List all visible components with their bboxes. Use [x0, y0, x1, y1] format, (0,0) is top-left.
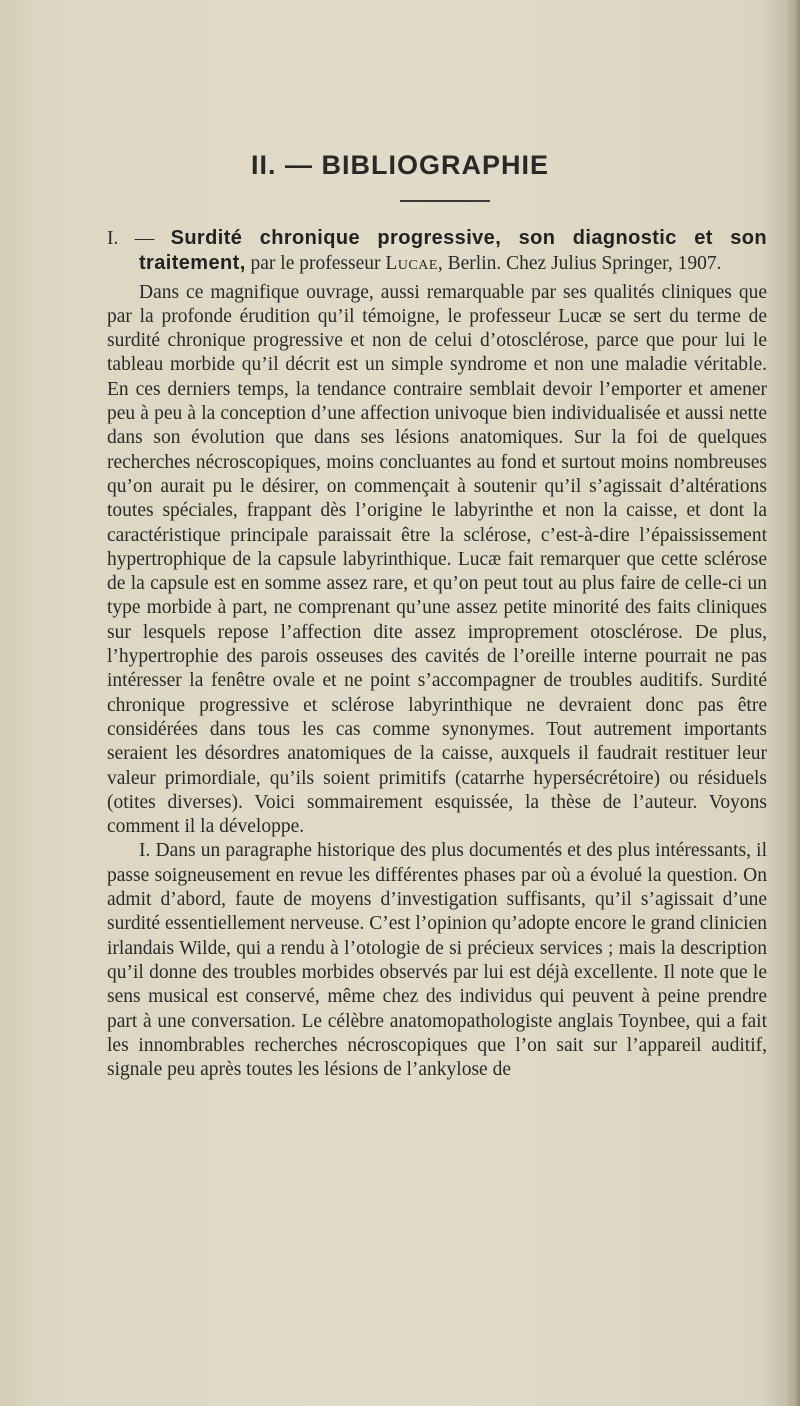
paragraph-history: I. Dans un paragraphe historique des plus documentés et des plus intéressants, il passe soigneusement en revue les différentes phases par où a évolué la question. On admit d’abord, faute de moyens d’investigation suffisants, qu’il s’agissait d’une surdité essentiellement nerveuse. C’est l’opinion qu’adopte encore le grand clinicien irlandais Wilde, qui a rendu à l’otologie de si précieux services ; mais la description qu’il donne des troubles morbides observés par lui est déjà excellente. Il note que le sens musical est conservé, même chez des individus qui peuvent à peine prendre part à une conversation. Le célèbre anatomopathologiste anglais Toynbee, qui a fait les innombrables recherches nécroscopiques que l’on sait sur l’appareil auditif, signale peu après toutes les lésions de l’ankylose de — [107, 840, 767, 1081]
bibliography-entry — [107, 226, 767, 277]
paragraph-intro: Dans ce magnifique ouvrage, aussi remarquable par ses qualités cliniques que par la profonde érudition qu’il témoigne, le professeur Lucæ se sert du terme de surdité chronique progressive et non de celui d’otosclérose, parce que pour lui le tableau morbide qu’il décrit est un simple syndrome et non une maladie véritable. En ces derniers temps, la tendance contraire semblait devoir l’emporter et amener peu à peu à la conception d’une affection univoque bien individualisée et aussi nette dans son évolution que dans ses lésions anatomiques. Sur la foi de quelques recherches nécroscopiques, moins concluantes au fond et surtout moins nombreuses qu’on aurait pu le désirer, on commençait à soutenir qu’il s’agissait d’altérations toutes spéciales, frappant dès l’origine le labyrinthe et non la caisse, et dont la caractéristique principale paraissait être la sclérose, c’est-à-dire l’épaississement hypertrophique de la capsule labyrinthique. Lucæ fait remarquer que cette sclérose de la capsule est en somme assez rare, et qu’on peut tout au plus faire de celle-ci un type morbide à part, ne comprenant qu’une assez petite minorité des faits cliniques sur lesquels repose l’affection dite assez improprement otosclérose. De plus, l’hypertrophie des parois osseuses des cavités de l’oreille interne pourrait ne pas intéresser la fenêtre ovale et ne point s’accompagner de troubles auditifs. Surdité chronique progressive et sclérose labyrinthique ne devraient donc pas être considérées dans tous les cas comme synonymes. Tout autrement importants seraient les désordres anatomiques de la caisse, auxquels il faudrait restituer leur valeur primordiale, qu’ils soient primitifs (catarrhe hypersécrétoire) ou résiduels (otites diverses). Voici sommairement esquissée, la thèse de l’auteur. Voyons comment il la développe. — [107, 281, 767, 838]
entry-title: Surdité chronique progressive, son diagnostic et son traitement, — [139, 227, 767, 275]
heading-divider — [400, 200, 490, 202]
entry-author: Lucae — [385, 253, 438, 275]
entry-publication: , Berlin. Chez Julius Springer, 1907. — [437, 253, 722, 275]
page-body — [107, 226, 767, 1082]
entry-by: par le professeur — [245, 253, 386, 275]
page-edge-shadow — [786, 0, 800, 1406]
entry-number: I. — — [107, 228, 171, 249]
section-heading: II. — BIBLIOGRAPHIE — [250, 150, 550, 180]
